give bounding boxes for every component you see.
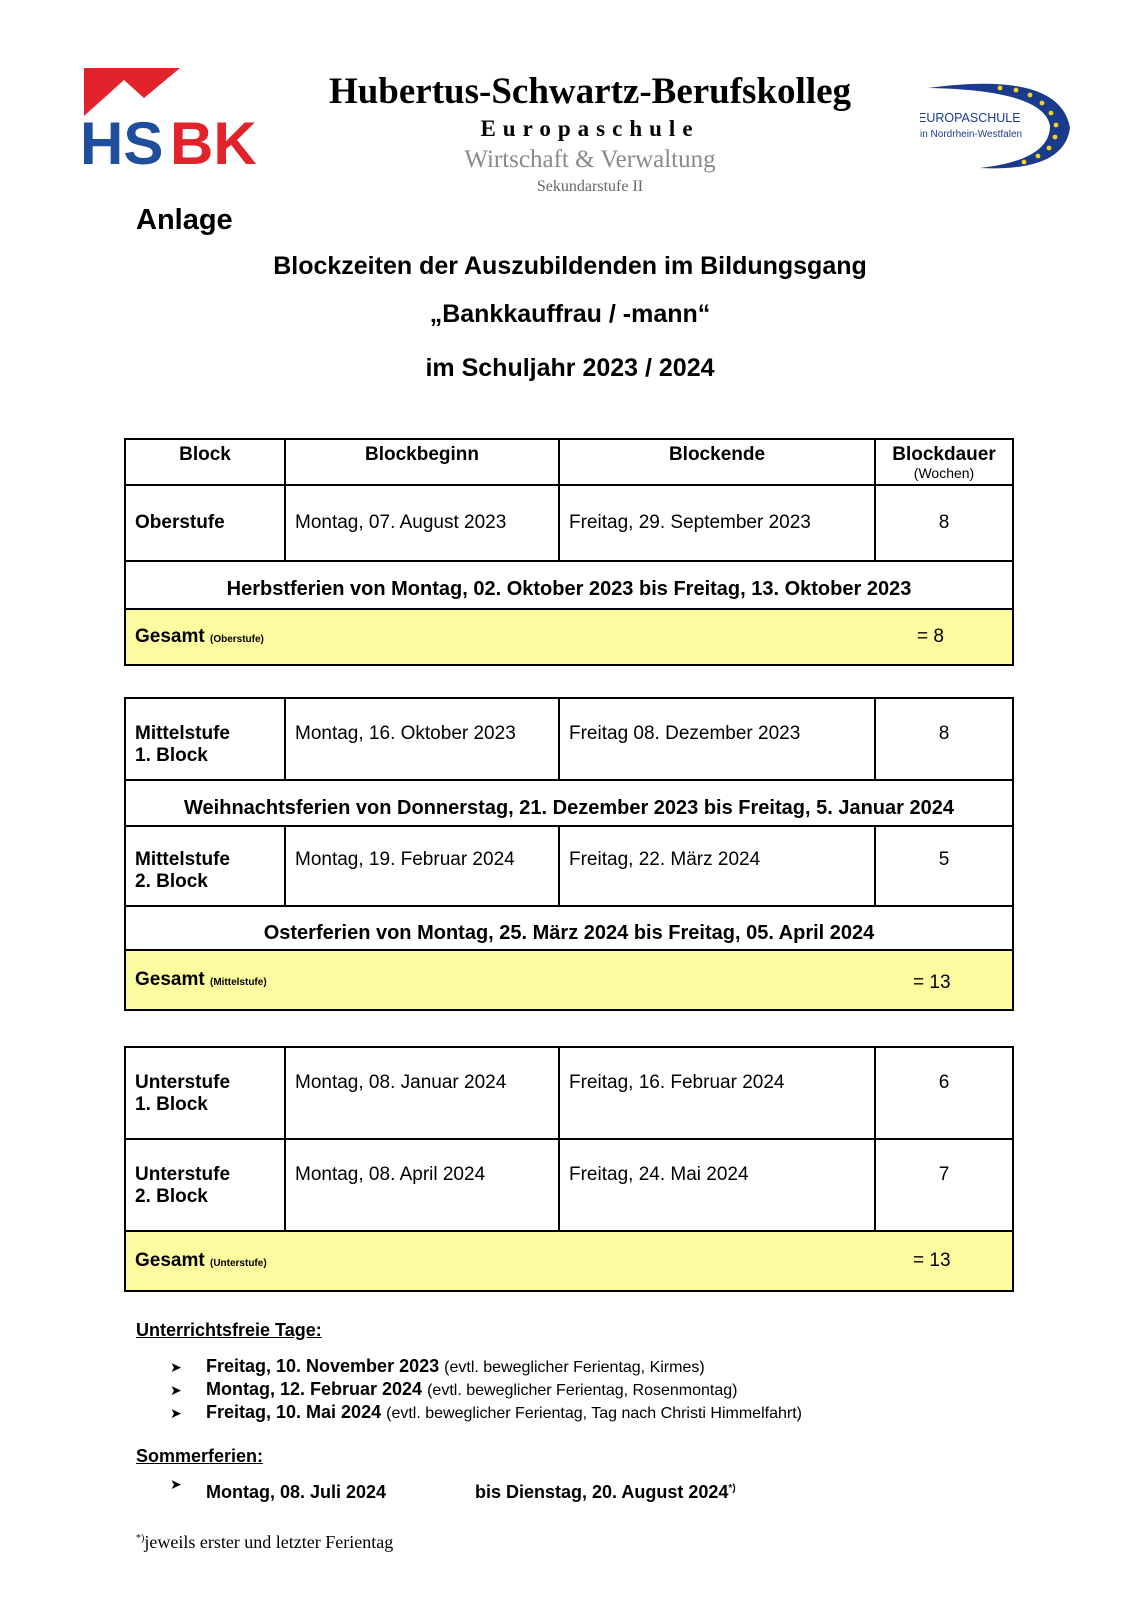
table-row — [125, 1047, 1013, 1139]
school-subtitle-level: Sekundarstufe II — [536, 178, 644, 195]
cell-ende: Freitag, 29. September 2023 — [559, 485, 875, 561]
sommerferien-heading: Sommerferien: — [136, 1446, 264, 1466]
sommerferien-bis-wrap — [475, 1482, 736, 1503]
table-mittelstufe — [124, 697, 1014, 1011]
list-item-note: (evtl. beweglicher Ferientag, Rosenmontag) — [427, 1382, 738, 1399]
table-header-row — [125, 439, 1013, 485]
cell-ende: Freitag 08. Dezember 2023 — [559, 698, 875, 780]
cell-block-line1: Unterstufe — [135, 1164, 231, 1185]
list-item-date: Montag, 12. Februar 2024 — [206, 1379, 423, 1399]
hsbk-logo — [84, 68, 266, 170]
ferien-herbst: Herbstferien von Montag, 02. Oktober 2023 bis Freitag, 13. Oktober 2023 — [125, 561, 1013, 609]
gesamt-label: Gesamt — [135, 969, 205, 990]
unterrichtsfrei-heading: Unterrichtsfreie Tage: — [136, 1320, 322, 1340]
gesamt-row — [125, 609, 1013, 665]
cell-ende: Freitag, 22. März 2024 — [559, 826, 875, 906]
table-unterstufe — [124, 1046, 1014, 1292]
gesamt-label: Gesamt — [135, 626, 205, 647]
list-item — [170, 1356, 705, 1377]
ferien-weihnacht: Weihnachtsferien von Donnerstag, 21. Dezember 2023 bis Freitag, 5. Januar 2024 — [125, 780, 1013, 826]
europa-logo-line2: in Nordrhein-Westfalen — [920, 129, 1023, 140]
gesamt-label-cell — [125, 609, 875, 665]
arrow-bullet-icon: ➤ — [170, 1382, 182, 1398]
ferien-row — [125, 780, 1013, 826]
gesamt-suffix: (Oberstufe) — [209, 634, 264, 645]
list-item-date: Freitag, 10. November 2023 — [206, 1356, 440, 1376]
cell-beginn: Montag, 07. August 2023 — [285, 485, 559, 561]
sommerferien-item — [170, 1476, 387, 1503]
arrow-bullet-icon: ➤ — [170, 1359, 182, 1375]
arrow-bullet-icon: ➤ — [170, 1405, 182, 1421]
europa-logo-line1: EUROPASCHULE — [920, 111, 1021, 125]
gesamt-row — [125, 950, 1013, 1010]
gesamt-label: Gesamt — [135, 1250, 205, 1271]
header-blockbeginn: Blockbeginn — [285, 439, 559, 485]
cell-block-line2: 1. Block — [135, 745, 208, 766]
cell-dauer: 8 — [875, 698, 1013, 780]
cell-block-line2: 2. Block — [135, 1186, 208, 1207]
gesamt-label-cell — [125, 1231, 875, 1291]
header-blockdauer-label: Blockdauer — [892, 444, 996, 465]
header-blockdauer-unit: (Wochen) — [913, 465, 975, 481]
cell-block-line1: Mittelstufe — [135, 723, 230, 744]
sommerferien-footnote-mark: *) — [728, 1483, 736, 1494]
table-oberstufe — [124, 438, 1014, 666]
cell-beginn: Montag, 08. Januar 2024 — [285, 1047, 559, 1139]
cell-beginn: Montag, 16. Oktober 2023 — [285, 698, 559, 780]
header-block: Block — [125, 439, 285, 485]
cell-block — [125, 1047, 285, 1139]
ferien-row — [125, 561, 1013, 609]
school-subtitle-europaschule: Europaschule — [480, 116, 700, 141]
ferien-oster: Osterferien von Montag, 25. März 2024 bis Freitag, 05. April 2024 — [125, 906, 1013, 950]
table-row — [125, 698, 1013, 780]
list-item — [170, 1402, 802, 1423]
table-row — [125, 826, 1013, 906]
ferien-row — [125, 906, 1013, 950]
header-blockende: Blockende — [559, 439, 875, 485]
footnote-text: jeweils erster und letzter Ferientag — [144, 1532, 394, 1552]
cell-block-line1: Mittelstufe — [135, 849, 230, 870]
gesamt-value: = 13 — [875, 1231, 1013, 1291]
cell-dauer: 5 — [875, 826, 1013, 906]
cell-block — [125, 698, 285, 780]
list-item-note: (evtl. beweglicher Ferientag, Kirmes) — [444, 1359, 705, 1376]
school-subtitle-department: Wirtschaft & Verwaltung — [464, 146, 716, 173]
cell-dauer: 7 — [875, 1139, 1013, 1231]
table-row — [125, 485, 1013, 561]
cell-block: Oberstufe — [125, 485, 285, 561]
gesamt-suffix: (Mittelstufe) — [209, 977, 267, 988]
arrow-bullet-icon: ➤ — [170, 1476, 182, 1492]
cell-block-line2: 1. Block — [135, 1094, 208, 1115]
gesamt-value: = 8 — [875, 609, 1013, 665]
gesamt-label-cell — [125, 950, 875, 1010]
gesamt-suffix: (Unterstufe) — [209, 1258, 267, 1269]
cell-ende: Freitag, 24. Mai 2024 — [559, 1139, 875, 1231]
sommerferien-von: Montag, 08. Juli 2024 — [206, 1482, 387, 1502]
title-line1: Blockzeiten der Auszubildenden im Bildungsgang — [273, 252, 867, 280]
title-line2: „Bankkauffrau / -mann“ — [429, 300, 711, 328]
hsbk-logo-text-red: BK — [170, 110, 257, 170]
sommerferien-bis: bis Dienstag, 20. August 2024 — [475, 1482, 729, 1502]
gesamt-row — [125, 1231, 1013, 1291]
hsbk-logo-text-blue: HS — [84, 110, 164, 170]
school-name: Hubertus-Schwartz-Berufskolleg — [328, 71, 852, 112]
cell-block — [125, 826, 285, 906]
cell-dauer: 6 — [875, 1047, 1013, 1139]
cell-dauer: 8 — [875, 485, 1013, 561]
anlage-heading: Anlage — [136, 204, 233, 236]
table-row — [125, 1139, 1013, 1231]
cell-block-line2: 2. Block — [135, 871, 208, 892]
cell-beginn: Montag, 08. April 2024 — [285, 1139, 559, 1231]
cell-ende: Freitag, 16. Februar 2024 — [559, 1047, 875, 1139]
footnote-mark: *) — [136, 1533, 145, 1544]
list-item-date: Freitag, 10. Mai 2024 — [206, 1402, 382, 1422]
title-line3: im Schuljahr 2023 / 2024 — [425, 354, 715, 382]
header-blockdauer — [875, 439, 1013, 485]
cell-block — [125, 1139, 285, 1231]
list-item — [170, 1379, 737, 1400]
cell-beginn: Montag, 19. Februar 2024 — [285, 826, 559, 906]
list-item-note: (evtl. beweglicher Ferientag, Tag nach Christi Himmelfahrt) — [386, 1405, 802, 1422]
footnote — [136, 1532, 393, 1553]
europaschule-logo — [920, 80, 1080, 172]
gesamt-value: = 13 — [875, 950, 1013, 1010]
cell-block-line1: Unterstufe — [135, 1072, 231, 1093]
